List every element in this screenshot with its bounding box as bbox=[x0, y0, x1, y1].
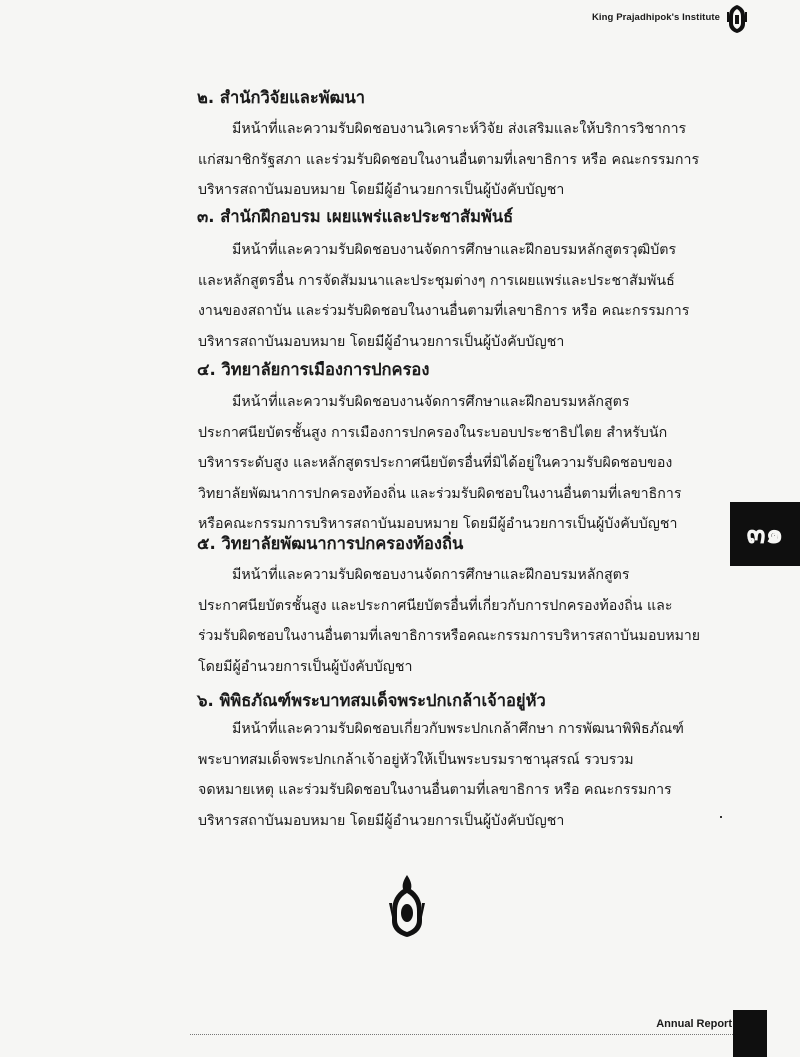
paragraph-line: มีหน้าที่และความรับผิดชอบงานจัดการศึกษาและฝึกอบรมหลักสูตรวุฒิบัตร bbox=[232, 242, 677, 258]
institute-emblem-icon bbox=[725, 4, 749, 34]
paragraph-line: และหลักสูตรอื่น การจัดสัมมนาและประชุมต่างๆ การเผยแพร่และประชาสัมพันธ์ bbox=[198, 272, 675, 289]
paragraph-line: บริหารระดับสูง และหลักสูตรประกาศนียบัตรอื่นที่มิได้อยู่ในความรับผิดชอบของ bbox=[198, 455, 673, 471]
stray-mark bbox=[720, 816, 722, 818]
paragraph-line: แก่สมาชิกรัฐสภา และร่วมรับผิดชอบในงานอื่นตามที่เลขาธิการ หรือ คณะกรรมการ bbox=[198, 151, 700, 168]
paragraph-line: บริหารสถาบันมอบหมาย โดยมีผู้อำนวยการเป็นผู้บังคับบัญชา bbox=[198, 333, 565, 350]
paragraph-line: ร่วมรับผิดชอบในงานอื่นตามที่เลขาธิการหรือคณะกรรมการบริหารสถาบันมอบหมาย bbox=[198, 628, 701, 644]
section-heading: ๕. วิทยาลัยพัฒนาการปกครองท้องถิ่น bbox=[197, 534, 464, 553]
footer-block bbox=[733, 1010, 767, 1057]
paragraph-line: มีหน้าที่และความรับผิดชอบเกี่ยวกับพระปกเกล้าศึกษา การพัฒนาพิพิธภัณฑ์ bbox=[232, 721, 684, 737]
paragraph-line: งานของสถาบัน และร่วมรับผิดชอบในงานอื่นตามที่เลขาธิการ หรือ คณะกรรมการ bbox=[198, 303, 690, 319]
paragraph-line: บริหารสถาบันมอบหมาย โดยมีผู้อำนวยการเป็นผู้บังคับบัญชา bbox=[198, 182, 565, 198]
paragraph-line: มีหน้าที่และความรับผิดชอบงานวิเคราะห์วิจัย ส่งเสริมและให้บริการวิชาการ bbox=[232, 121, 687, 137]
header-institute-name: King Prajadhipok's Institute bbox=[591, 12, 720, 23]
paragraph-line: ประกาศนียบัตรชั้นสูง การเมืองการปกครองในระบอบประชาธิปไตย สำหรับนัก bbox=[198, 424, 668, 441]
section-heading: ๔. วิทยาลัยการเมืองการปกครอง bbox=[197, 360, 430, 379]
paragraph-line: จดหมายเหตุ และร่วมรับผิดชอบในงานอื่นตามที่เลขาธิการ หรือ คณะกรรมการ bbox=[198, 782, 672, 798]
paragraph-line: มีหน้าที่และความรับผิดชอบงานจัดการศึกษาและฝึกอบรมหลักสูตร bbox=[232, 567, 630, 583]
section-heading: ๒. สำนักวิจัยและพัฒนา bbox=[197, 88, 366, 107]
page-number-tab: ๓๑ bbox=[730, 502, 800, 566]
section-heading: ๓. สำนักฝึกอบรม เผยแพร่และประชาสัมพันธ์ bbox=[197, 207, 514, 226]
section-heading: ๖. พิพิธภัณฑ์พระบาทสมเด็จพระปกเกล้าเจ้าอยู่หัว bbox=[197, 691, 546, 710]
institute-seal-icon bbox=[386, 873, 428, 939]
paragraph-line: พระบาทสมเด็จพระปกเกล้าเจ้าอยู่หัวให้เป็นพระบรมราชานุสรณ์ รวบรวม bbox=[198, 751, 634, 768]
paragraph-line: วิทยาลัยพัฒนาการปกครองท้องถิ่น และร่วมรับผิดชอบในงานอื่นตามที่เลขาธิการ bbox=[198, 485, 682, 502]
paragraph-line: บริหารสถาบันมอบหมาย โดยมีผู้อำนวยการเป็นผู้บังคับบัญชา bbox=[198, 812, 565, 829]
paragraph-line: หรือคณะกรรมการบริหารสถาบันมอบหมาย โดยมีผู้อำนวยการเป็นผู้บังคับบัญชา bbox=[198, 516, 678, 532]
footer-annual-report: Annual Report bbox=[656, 1018, 732, 1030]
footer-rule bbox=[190, 1034, 735, 1035]
paragraph-line: มีหน้าที่และความรับผิดชอบงานจัดการศึกษาและฝึกอบรมหลักสูตร bbox=[232, 394, 630, 410]
paragraph-line: ประกาศนียบัตรชั้นสูง และประกาศนียบัตรอื่นที่เกี่ยวกับการปกครองท้องถิ่น และ bbox=[198, 597, 673, 614]
paragraph-line: โดยมีผู้อำนวยการเป็นผู้บังคับบัญชา bbox=[198, 658, 413, 675]
